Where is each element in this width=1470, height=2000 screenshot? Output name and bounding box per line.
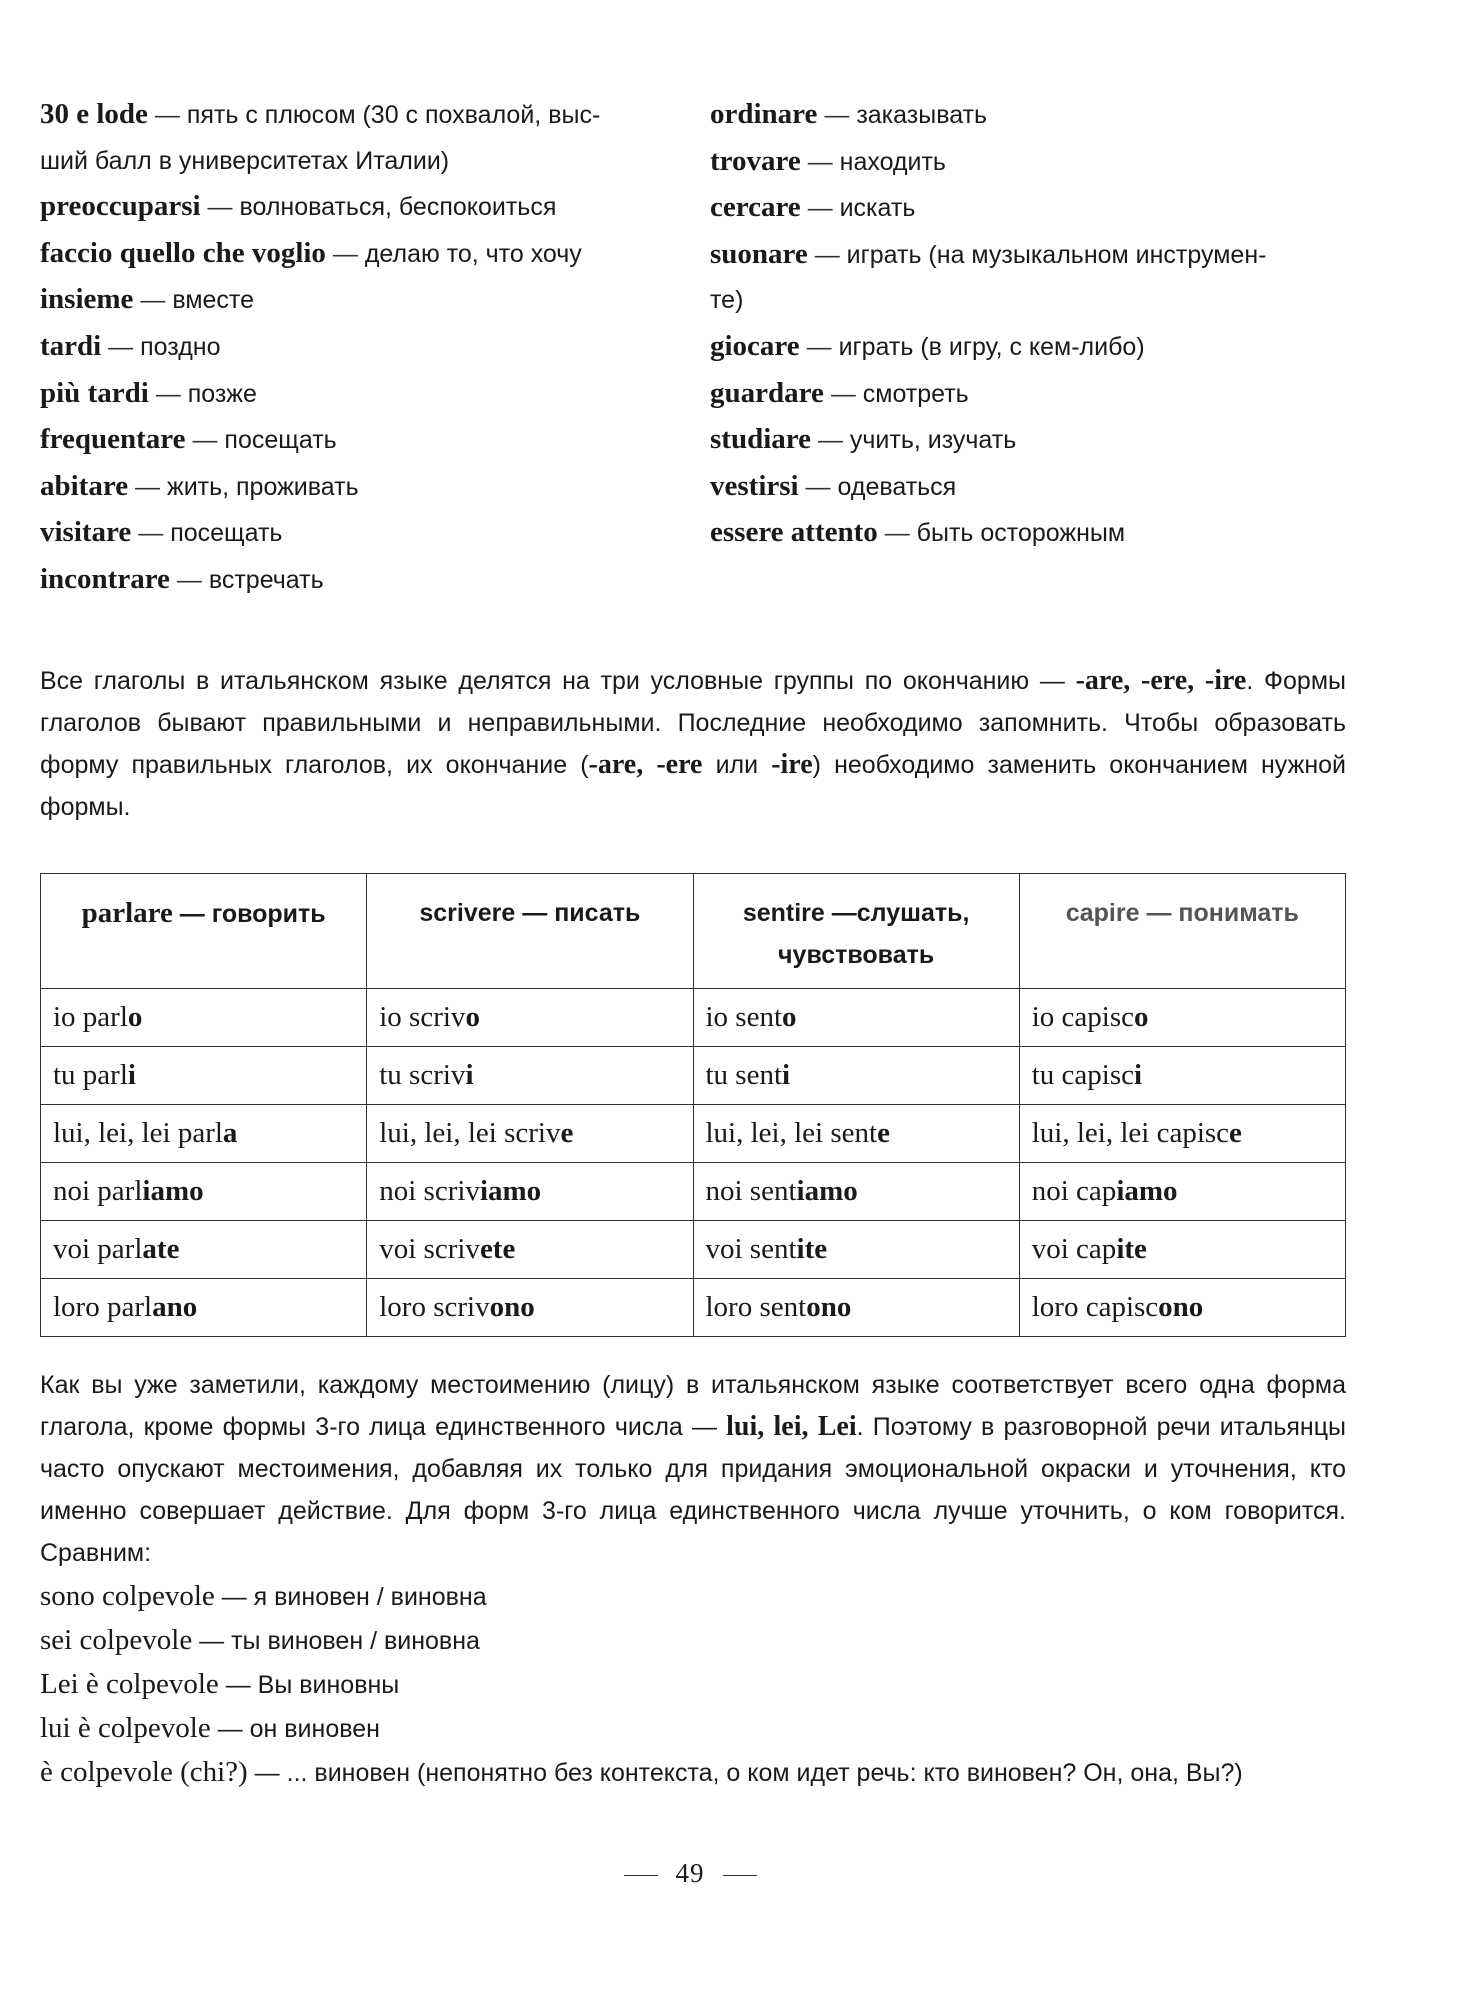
table-row — [41, 1221, 1346, 1279]
vocab-term: abitare — [40, 469, 129, 502]
vocab-entry — [710, 232, 1350, 279]
dash: — — [199, 1627, 225, 1655]
vocab-entry — [40, 324, 680, 371]
conjugation-cell — [1019, 989, 1345, 1047]
conjugation-cell — [1019, 1221, 1345, 1279]
vocab-term: frequentare — [40, 423, 186, 456]
dash: — — [154, 101, 180, 129]
paragraph-text: . Поэтому в разговорной речи итальянцы часто опускают местоимения, добавляя их только для придания эмоциональной окраски и уточнения, кто именно совершает действие. Для форм 3-го лица единственного числа лучше уточнить, о ком говорится. Сравним: — [40, 1413, 1346, 1567]
vocab-translation: ший балл в университетах Италии) — [40, 146, 450, 175]
verb-stem: voi scriv — [379, 1233, 480, 1265]
vocab-translation: учить, изучать — [849, 426, 1017, 455]
conjugation-cell — [693, 1279, 1019, 1337]
vocab-term: essere attento — [710, 516, 878, 549]
conjugation-cell — [693, 1047, 1019, 1105]
example-italian: Lei è colpevole — [40, 1668, 219, 1700]
vocab-term: ordinare — [710, 98, 818, 130]
column-header — [41, 874, 367, 989]
vocab-translation: посещать — [170, 519, 283, 548]
vocab-term: incontrare — [40, 562, 170, 595]
vocab-entry — [40, 231, 680, 278]
verb-ending: i — [782, 1059, 791, 1091]
conjugation-cell — [693, 989, 1019, 1047]
paragraph-text: ) необходимо заменить окончанием нужной формы. — [40, 751, 1346, 821]
example-line — [40, 1751, 1346, 1795]
vocab-entry — [710, 417, 1350, 464]
conjugation-cell — [1019, 1105, 1345, 1163]
vocab-translation: делаю то, что хочу — [364, 239, 582, 268]
paragraph-text: или — [702, 751, 772, 779]
vocab-translation: пять с плюсом (30 с похвалой, выс- — [186, 101, 601, 129]
conjugation-cell — [41, 1163, 367, 1221]
vocab-term: trovare — [710, 144, 801, 177]
vocab-term: preoccuparsi — [40, 190, 201, 223]
verb-ending: ono — [1158, 1291, 1204, 1323]
vocab-term: 30 e lode — [40, 98, 148, 130]
verb-stem: noi scriv — [379, 1175, 480, 1207]
verb-ending: iamo — [142, 1175, 204, 1207]
verb-stem: tu parl — [53, 1059, 128, 1091]
verb-ending: ate — [142, 1233, 180, 1265]
verb-ending: e — [877, 1117, 890, 1149]
verb-stem: lui, lei, lei sent — [705, 1117, 878, 1149]
vocab-entry — [40, 464, 680, 511]
vocab-term: insieme — [40, 283, 134, 316]
dash: — — [817, 426, 843, 455]
verb-stem: voi sent — [705, 1233, 797, 1265]
table-row — [41, 1105, 1346, 1163]
vocab-entry — [40, 92, 680, 139]
dash: — — [806, 332, 832, 361]
vocab-translation: смотреть — [862, 379, 969, 408]
vocab-term: suonare — [710, 237, 808, 270]
header-meaning: понимать — [1178, 899, 1299, 927]
verb-stem: io capisc — [1031, 1001, 1135, 1033]
conjugation-cell — [367, 1279, 693, 1337]
dash: — — [155, 379, 181, 408]
dash: — — [814, 240, 840, 269]
conjugation-table — [40, 873, 1346, 1337]
table-header-row — [41, 874, 1346, 989]
header-meaning: слушать, чувствовать — [778, 899, 970, 969]
dash: — — [332, 239, 358, 268]
table-body — [41, 989, 1346, 1337]
vocab-entry — [710, 278, 1350, 324]
dash: — — [830, 379, 856, 408]
dash: — — [207, 193, 233, 222]
table-row — [41, 1163, 1346, 1221]
page-number-value: 49 — [675, 1858, 705, 1888]
table-row — [41, 1279, 1346, 1337]
vocab-translation: волноваться, беспокоиться — [239, 193, 557, 222]
conjugation-cell — [693, 1105, 1019, 1163]
verb-ending: ono — [489, 1291, 535, 1323]
vocab-term: tardi — [40, 329, 102, 362]
verb-stem: tu capisc — [1031, 1059, 1135, 1091]
example-line — [40, 1619, 1346, 1663]
vocab-translation: посещать — [224, 426, 337, 455]
verb-endings: -are, -ere, -ire — [1075, 665, 1247, 696]
vocab-entry — [710, 510, 1350, 557]
dash: — — [192, 426, 218, 455]
column-header — [1019, 874, 1345, 989]
vocab-entry — [710, 92, 1350, 139]
conjugation-cell — [367, 1105, 693, 1163]
verb-stem: io scriv — [379, 1001, 466, 1033]
verb-stem: tu sent — [705, 1059, 783, 1091]
conjugation-cell — [367, 989, 693, 1047]
dash: — — [108, 332, 134, 361]
verb-ending: ano — [152, 1291, 198, 1323]
verb-stem: lui, lei, lei parl — [53, 1117, 223, 1149]
example-italian: sei colpevole — [40, 1624, 193, 1656]
conjugation-cell — [41, 1047, 367, 1105]
dash: — — [138, 519, 164, 548]
header-verb: parlare — [81, 897, 173, 929]
vocab-entry — [40, 184, 680, 231]
header-verb: sentire — [742, 899, 825, 927]
vocab-entry — [40, 139, 680, 185]
verb-ending: i — [465, 1059, 474, 1091]
verb-stem: lui, lei, lei scriv — [379, 1117, 561, 1149]
page-number — [0, 1858, 1380, 1889]
header-verb: capire — [1065, 899, 1140, 927]
dash: — — [807, 194, 833, 223]
dash: — — [254, 1759, 280, 1787]
dash: — — [225, 1671, 251, 1699]
dash: — — [831, 899, 857, 927]
example-russian: я виновен / виновна — [253, 1583, 487, 1611]
conjugation-cell — [367, 1221, 693, 1279]
vocab-column-left — [40, 92, 680, 604]
dash: — — [824, 101, 850, 129]
verb-stem: voi cap — [1031, 1233, 1117, 1265]
example-italian: sono colpevole — [40, 1580, 215, 1612]
dash: — — [135, 472, 161, 501]
vocab-translation: поздно — [140, 332, 221, 361]
dash: — — [217, 1715, 243, 1743]
vocab-term: studiare — [710, 423, 811, 456]
dash: — — [179, 900, 205, 928]
pronouns-highlight: lui, lei, Lei — [726, 1411, 857, 1442]
vocab-entry — [710, 464, 1350, 511]
vocab-term: giocare — [710, 329, 800, 362]
verb-ending: iamo — [479, 1175, 542, 1207]
verb-ending: a — [222, 1117, 238, 1149]
example-line — [40, 1575, 1346, 1619]
verb-ending: o — [465, 1001, 480, 1033]
example-russian: ты виновен / виновна — [231, 1627, 480, 1655]
example-italian: è colpevole (chi?) — [40, 1756, 248, 1788]
example-italian: lui è colpevole — [40, 1712, 211, 1744]
verb-stem: loro sent — [705, 1291, 807, 1323]
conjugation-cell — [41, 1105, 367, 1163]
vocab-entry — [40, 277, 680, 324]
verb-ending: ono — [806, 1291, 852, 1323]
vocab-translation: заказывать — [856, 101, 988, 129]
vocab-term: visitare — [40, 516, 132, 549]
conjugation-cell — [41, 989, 367, 1047]
table-row — [41, 1047, 1346, 1105]
verb-ending: iamo — [796, 1175, 858, 1207]
vocab-term: cercare — [710, 191, 801, 224]
dash: — — [221, 1583, 247, 1611]
example-line — [40, 1663, 1346, 1707]
vocab-term: più tardi — [40, 376, 149, 409]
vocab-translation: играть (в игру, с кем-либо) — [838, 332, 1145, 361]
pronouns-paragraph — [40, 1364, 1346, 1574]
dash: — — [884, 519, 910, 548]
vocab-entry — [710, 371, 1350, 418]
dash: — — [805, 472, 831, 501]
conjugation-cell — [41, 1279, 367, 1337]
verb-stem: voi parl — [53, 1233, 143, 1265]
vocab-translation: находить — [839, 147, 946, 176]
dash: — — [176, 565, 202, 594]
verb-ending: ite — [796, 1233, 828, 1265]
verb-ending: o — [127, 1001, 143, 1033]
vocab-entry — [710, 324, 1350, 371]
verb-stem: noi cap — [1031, 1175, 1117, 1207]
vocab-term: faccio quello che voglio — [40, 236, 326, 269]
dash: — — [522, 899, 548, 927]
example-russian: он виновен — [249, 1715, 380, 1743]
conjugation-cell — [41, 1221, 367, 1279]
vocab-translation: искать — [839, 194, 916, 223]
example-russian: Вы виновны — [257, 1671, 400, 1699]
conjugation-cell — [1019, 1163, 1345, 1221]
verb-endings: -are, -ere — [588, 749, 703, 780]
verb-stem: lui, lei, lei capisc — [1031, 1117, 1230, 1149]
verb-ending: iamo — [1116, 1175, 1178, 1207]
vocab-column-right — [710, 92, 1350, 557]
conjugation-cell — [367, 1163, 693, 1221]
vocab-term: vestirsi — [710, 469, 799, 502]
conjugation-cell — [1019, 1047, 1345, 1105]
vocab-translation: встречать — [208, 565, 324, 594]
header-meaning: говорить — [211, 900, 326, 928]
paragraph-text: Все глаголы в итальянском языке делятся на три условные группы по окончанию — — [40, 667, 1076, 695]
verb-ending: i — [1134, 1059, 1143, 1091]
dash: — — [807, 147, 833, 176]
vocab-translation: одеваться — [837, 472, 957, 501]
paragraph-text: . Формы глаголов бывают правильными и неправильными. Последние необходимо запомнить. Чтобы образовать форму правильных глаголов, их окончание ( — [40, 667, 1346, 779]
conjugation-cell — [1019, 1279, 1345, 1337]
page-number-rule — [624, 1875, 658, 1876]
verb-ending: i — [127, 1059, 136, 1091]
vocab-entry — [40, 510, 680, 557]
verb-ending: ete — [479, 1233, 516, 1265]
verb-ending: o — [782, 1001, 797, 1033]
vocab-entry — [710, 139, 1350, 186]
column-header — [693, 874, 1019, 989]
vocab-translation: те) — [710, 286, 744, 315]
dash: — — [140, 286, 166, 315]
vocab-translation: позже — [187, 379, 257, 408]
example-line — [40, 1707, 1346, 1751]
verb-ending: ite — [1116, 1233, 1147, 1265]
conjugation-cell — [693, 1163, 1019, 1221]
vocab-translation: вместе — [172, 286, 255, 315]
vocab-translation: жить, проживать — [166, 472, 359, 501]
verb-stem: noi sent — [705, 1175, 797, 1207]
vocab-translation: играть (на музыкальном инструмен- — [846, 240, 1267, 269]
vocab-term: guardare — [710, 376, 824, 409]
verb-stem: io parl — [53, 1001, 128, 1033]
example-russian: ... виновен (непонятно без контекста, о ком идет речь: кто виновен? Он, она, Вы?) — [286, 1759, 1243, 1787]
vocab-entry — [40, 557, 680, 604]
verb-ending: o — [1134, 1001, 1149, 1033]
conjugation-cell — [367, 1047, 693, 1105]
column-header — [367, 874, 693, 989]
header-meaning: писать — [554, 899, 641, 927]
page-number-rule — [723, 1875, 757, 1876]
verb-stem: tu scriv — [379, 1059, 466, 1091]
vocab-entry — [710, 185, 1350, 232]
conjugation-cell — [693, 1221, 1019, 1279]
table-row — [41, 989, 1346, 1047]
header-verb: scrivere — [419, 899, 516, 927]
verb-ending: e — [560, 1117, 574, 1149]
verb-groups-paragraph — [40, 660, 1346, 828]
vocab-translation: быть осторожным — [916, 519, 1126, 548]
paragraph-text: Как вы уже заметили, каждому местоимению (лицу) в итальянском языке соответствует всего одна форма глагола, кроме формы 3-го лица единственного числа — — [40, 1371, 1346, 1441]
vocab-entry — [40, 371, 680, 418]
verb-ending: e — [1229, 1117, 1242, 1149]
verb-stem: io sent — [705, 1001, 783, 1033]
dash: — — [1146, 899, 1172, 927]
vocab-entry — [40, 417, 680, 464]
verb-stem: loro scriv — [379, 1291, 490, 1323]
verb-stem: noi parl — [53, 1175, 143, 1207]
verb-stem: loro parl — [53, 1291, 153, 1323]
examples-list — [40, 1575, 1346, 1795]
verb-stem: loro capisc — [1031, 1291, 1159, 1323]
verb-endings: -ire — [771, 749, 813, 780]
